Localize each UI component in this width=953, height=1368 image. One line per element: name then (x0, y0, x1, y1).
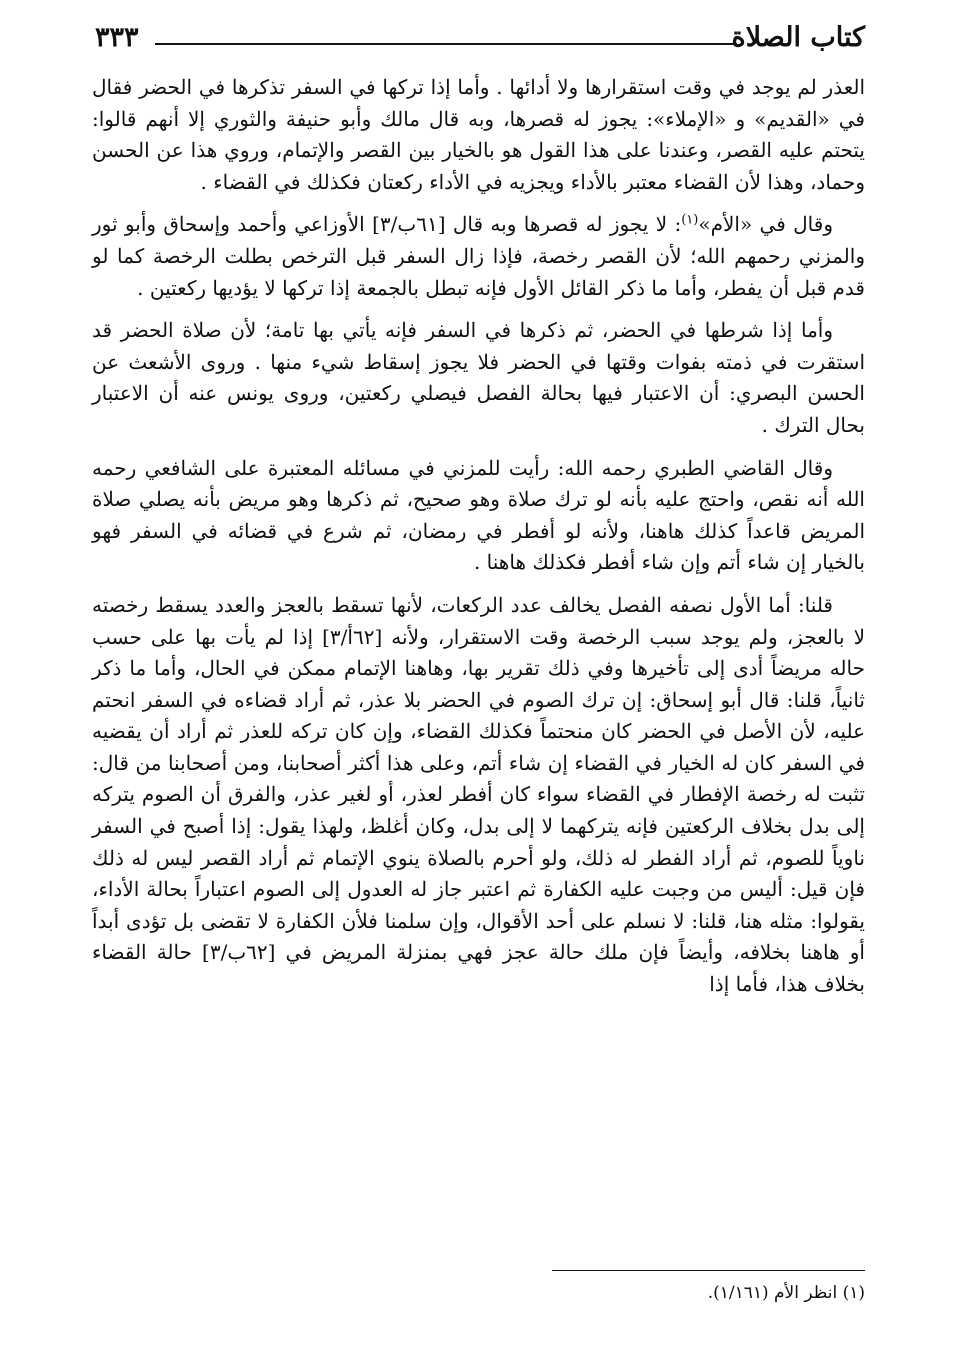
footnote (265, 1280, 865, 1306)
paragraph: وقال القاضي الطبري رحمه الله: رأيت للمزني في مسائله المعتبرة على الشافعي رحمه الله أنه نقص، واحتج عليه بأنه لو ترك صلاة وهو صحيح، ثم ذكرها وهو مريض بأنه يصلي صلاة المريض قاعداً كذلك هاهنا، ولأنه لو أفطر في رمضان، ثم شرع في قضائه في السفر فهو بالخيار إن شاء أتم وإن شاء أفطر فكذلك هاهنا . (92, 455, 865, 575)
running-title: كتاب الصلاة (731, 22, 865, 53)
footnote-text: انظر الأم (١/١٦١). (707, 1283, 838, 1303)
footnote-divider (552, 1270, 865, 1271)
paragraph (92, 209, 865, 304)
main-text (92, 72, 865, 1012)
paragraph-rest: : لا يجوز له قصرها وبه قال [٦١ب/٣] الأوزاعي وأحمد وإسحاق وأبو ثور والمزني رحمهم الله؛ لأن القصر رخصة، فإذا زال السفر قبل الترخص بطلت الرخصة كما لو قدم قبل أن يفطر، وأما ما ذكر القائل الأول فإنه تبطل بالجمعة إذا تركها لا يؤديها ركعتين . (92, 212, 865, 300)
footnote-number: (١) (842, 1283, 865, 1303)
paragraph: قلنا: أما الأول نصفه الفصل يخالف عدد الركعات، لأنها تسقط بالعجز والعدد يسقط رخصته لا بالعجز، ولم يوجد سبب الرخصة وقت الاستقرار، ولأنه [٦٢أ/٣] إذا لم يأت بها على حسب حاله مريضاً أدى إلى تأخيرها وفي ذلك تقرير بها، وهاهنا الإتمام ممكن في الحال، وأما ما ذكر ثانياً، قلنا: قال أبو إسحاق: إن ترك الصوم في الحضر بلا عذر، ثم أراد قضاءه في السفر انحتم عليه، لأن الأصل في الحضر كان منحتماً فكذلك القضاء، وإن كان تركه للعذر ثم أراد أن يقضيه في السفر كان له الخيار في القضاء إن شاء أتم، وعلى هذا أكثر أصحابنا، ومن أصحابنا من قال: تثبت له رخصة الإفطار في القضاء سواء كان أفطر لعذر، أو لغير عذر، والفرق أن الصوم يتركه إلى بدل بخلاف الركعتين فإنه يتركهما لا إلى بدل، وكان أغلظ، ولهذا يقول: إذا أصبح في السفر ناوياً للصوم، ثم أراد الفطر له ذلك، ولو أحرم بالصلاة ينوي الإتمام ثم أراد القصر ليس له ذلك فإن قيل: أليس من وجبت عليه الكفارة ثم اعتبر جاز له العدول إلى الصوم اعتباراً بحالة الأداء، يقولوا: مثله هنا، قلنا: لا نسلم على أحد الأقوال، وإن سلمنا فلأن الكفارة لا تقضى بل تؤدى أبداً أو هاهنا بخلافه، وأيضاً فإن ملك حالة عجز فهي بمنزلة المريض في [٦٢ب/٣] حالة القضاء بخلاف هذا، فأما إذا (92, 592, 866, 997)
header-rule (155, 43, 737, 45)
footnote-reference: (١) (681, 212, 699, 228)
page-number: ٣٣٣ (95, 22, 139, 53)
page-header (95, 22, 865, 62)
paragraph: وأما إذا شرطها في الحضر، ثم ذكرها في السفر فإنه يأتي بها تامة؛ لأن صلاة الحضر قد استقرت في ذمته بفوات وقتها في الحضر فلا يجوز إسقاط شيء منها . وروى الأشعث عن الحسن البصري: أن الاعتبار فيها بحالة الفصل فيصلي ركعتين، وروى يونس عنه أن الاعتبار بحال الترك . (92, 318, 865, 437)
paragraph: العذر لم يوجد في وقت استقرارها ولا أدائها . وأما إذا تركها في السفر تذكرها في الحضر فقال في «القديم» و «الإملاء»: يجوز له قصرها، وبه قال مالك وأبو حنيفة والثوري إلا أنهم قالوا: يتحتم عليه القصر، وعندنا على هذا القول هو بالخيار بين القصر والإتمام، وروي هذا عن الحسن وحماد، وهذا لأن القضاء معتبر بالأداء ويجزيه في الأداء ركعتان فكذلك في القضاء . (92, 75, 866, 194)
paragraph-lead: وقال في «الأم» (698, 212, 833, 237)
